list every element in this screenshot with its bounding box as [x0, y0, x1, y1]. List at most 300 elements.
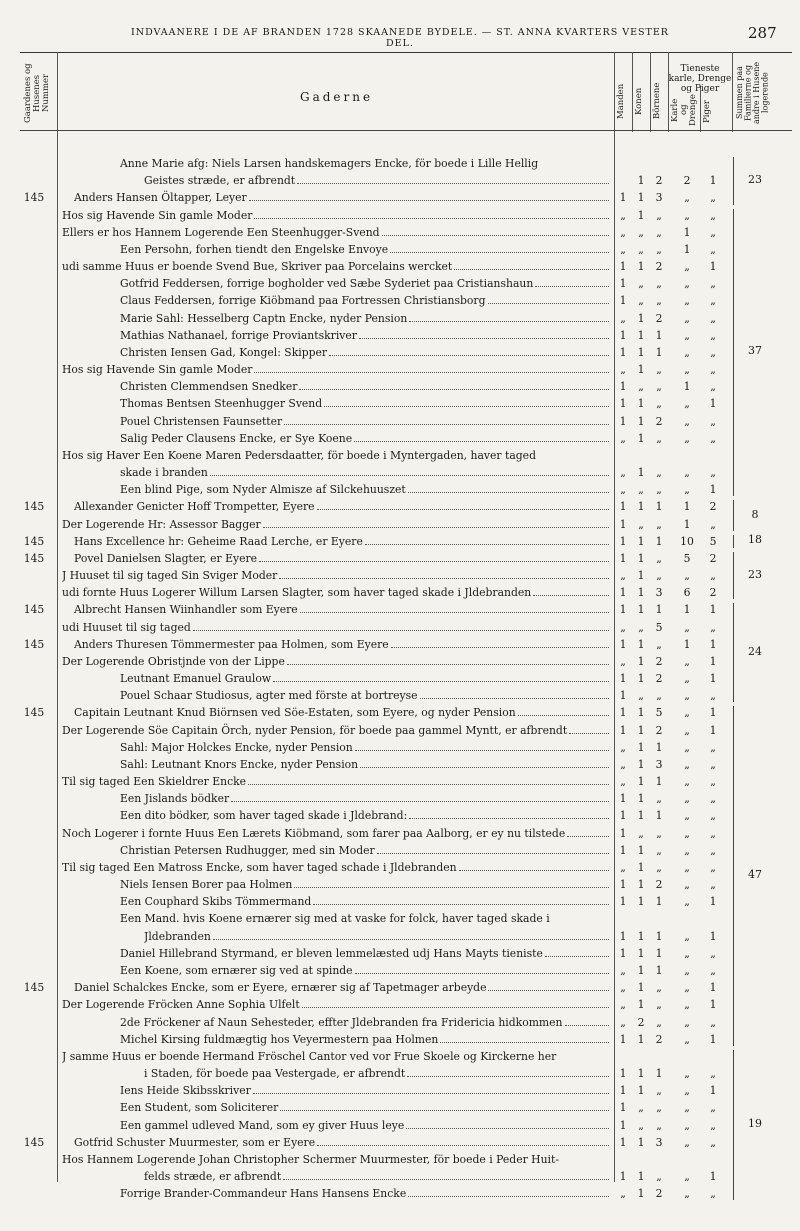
entry-text-line — [120, 1082, 612, 1099]
konen-count: 1 — [637, 1032, 645, 1046]
entry-text-line — [74, 636, 612, 653]
leader-dots — [273, 681, 609, 682]
manden-count: „ — [620, 311, 626, 325]
bornene-count: „ — [656, 277, 662, 291]
entry-text: Een gammel udleved Mand, som ey giver Huus leye — [120, 1118, 405, 1132]
entry-text: Povel Danielsen Slagter, er Eyere — [74, 551, 258, 565]
table-row — [0, 1185, 800, 1202]
konen-count: 1 — [637, 895, 645, 909]
entry-text-line — [62, 773, 612, 790]
entry-text: Sahl: Leutnant Knors Encke, nyder Pension — [120, 757, 359, 771]
entry-text-line — [62, 361, 612, 378]
piger-count: „ — [710, 431, 716, 445]
karle-count: „ — [684, 1101, 690, 1115]
table-row — [0, 996, 800, 1013]
entry-text-line — [120, 430, 612, 447]
manden-count: 1 — [619, 637, 627, 651]
manden-count: 1 — [619, 878, 627, 892]
konen-count: „ — [638, 826, 644, 840]
manden-count: 1 — [619, 1118, 627, 1132]
entry-text: Ellers er hos Hannem Logerende Een Steenhugger-Svend — [62, 225, 380, 239]
house-number: 145 — [23, 551, 45, 565]
table-row — [0, 275, 800, 292]
entry-text-line — [120, 155, 612, 172]
konen-count: 1 — [637, 775, 645, 789]
bornene-count: 2 — [655, 654, 663, 668]
manden-count: 1 — [619, 345, 627, 359]
bornene-count: 2 — [655, 1032, 663, 1046]
karle-count: „ — [684, 1135, 690, 1149]
piger-count: „ — [710, 792, 716, 806]
entry-text: Claus Feddersen, forrige Kiöbmand paa Fortressen Christiansborg — [120, 294, 486, 308]
header-gaderne: Gaderne — [300, 90, 374, 104]
piger-count: 1 — [709, 706, 717, 720]
manden-count: „ — [620, 620, 626, 634]
bornene-count: 3 — [655, 191, 663, 205]
bornene-count: „ — [656, 397, 662, 411]
leader-dots — [263, 527, 609, 528]
table-row — [0, 413, 800, 430]
bornene-count: 2 — [655, 723, 663, 737]
table-row — [0, 962, 800, 979]
entry-text: Marie Sahl: Hesselberg Captn Encke, nyder Pension — [120, 311, 408, 325]
entry-text-line — [120, 464, 612, 481]
manden-count: 1 — [619, 1032, 627, 1046]
konen-count: 1 — [637, 1170, 645, 1184]
piger-count: „ — [710, 1015, 716, 1029]
table-row — [0, 584, 800, 601]
bornene-count: 2 — [655, 878, 663, 892]
bornene-count: „ — [656, 569, 662, 583]
table-row — [0, 241, 800, 258]
table-row — [0, 447, 800, 464]
piger-count: 2 — [709, 500, 717, 514]
konen-count: 1 — [637, 466, 645, 480]
table-row — [0, 704, 800, 721]
bornene-count: „ — [656, 843, 662, 857]
leader-dots — [440, 1042, 609, 1043]
entry-text-line — [62, 1151, 612, 1168]
piger-count: 1 — [709, 929, 717, 943]
table-row — [0, 155, 800, 172]
konen-count: 1 — [637, 860, 645, 874]
konen-count: 1 — [637, 946, 645, 960]
bornene-count: 1 — [655, 740, 663, 754]
leader-dots — [567, 836, 609, 837]
household-sum: 23 — [748, 567, 762, 581]
manden-count: 1 — [619, 792, 627, 806]
piger-count: 1 — [709, 723, 717, 737]
konen-count: 1 — [637, 569, 645, 583]
manden-count: „ — [620, 208, 626, 222]
piger-count: 1 — [709, 1170, 717, 1184]
table-row — [0, 378, 800, 395]
entry-text: Noch Logerer i fornte Huus Een Lærets Kiöbmand, som farer paa Aalborg, er ey nu tilstede — [62, 826, 566, 840]
bornene-count: „ — [656, 637, 662, 651]
bornene-count: „ — [656, 242, 662, 256]
konen-count: „ — [638, 277, 644, 291]
konen-count: 1 — [637, 174, 645, 188]
entry-text: Anders Hansen Öltapper, Leyer — [74, 191, 247, 205]
piger-count: 1 — [709, 672, 717, 686]
piger-count: „ — [710, 569, 716, 583]
piger-count: „ — [710, 208, 716, 222]
table-row — [0, 258, 800, 275]
bornene-count: „ — [656, 689, 662, 703]
konen-count: 1 — [637, 208, 645, 222]
karle-count: „ — [684, 998, 690, 1012]
konen-count: 1 — [637, 963, 645, 977]
bornene-count: „ — [656, 981, 662, 995]
manden-count: 1 — [619, 534, 627, 548]
leader-dots — [360, 767, 609, 768]
table-row — [0, 533, 800, 550]
entry-text: Allexander Genicter Hoff Trompetter, Eyere — [74, 500, 315, 514]
piger-count: 5 — [709, 534, 717, 548]
konen-count: „ — [638, 294, 644, 308]
piger-count: „ — [710, 414, 716, 428]
karle-count: „ — [684, 963, 690, 977]
leader-dots — [390, 252, 609, 253]
table-row — [0, 361, 800, 378]
entry-text-line — [120, 687, 612, 704]
entry-text-line — [120, 344, 612, 361]
konen-count: 1 — [637, 397, 645, 411]
manden-count: „ — [620, 363, 626, 377]
table-row — [0, 481, 800, 498]
entry-text-line — [120, 292, 612, 309]
table-row — [0, 224, 800, 241]
entry-text-line — [74, 1134, 612, 1151]
karle-count: 1 — [683, 242, 691, 256]
manden-count: 1 — [619, 500, 627, 514]
leader-dots — [280, 1110, 609, 1111]
entry-text-line — [74, 601, 612, 618]
entry-text: Albrecht Hansen Wiinhandler som Eyere — [74, 603, 298, 617]
entry-text-line — [120, 893, 612, 910]
manden-count: 1 — [619, 277, 627, 291]
piger-count: „ — [710, 225, 716, 239]
manden-count: „ — [620, 1187, 626, 1201]
konen-count: „ — [638, 380, 644, 394]
leader-dots — [391, 647, 609, 648]
karle-count: „ — [684, 860, 690, 874]
leader-dots — [213, 939, 609, 940]
table-row — [0, 395, 800, 412]
konen-count: 1 — [637, 981, 645, 995]
leader-dots — [302, 1007, 609, 1008]
table-row — [0, 670, 800, 687]
entry-text: Mathias Nathanael, forrige Proviantskriver — [120, 328, 357, 342]
column-rule — [732, 52, 733, 132]
header-manden: Manden — [616, 83, 626, 119]
table-row — [0, 876, 800, 893]
leader-dots — [279, 578, 609, 579]
manden-count: „ — [620, 998, 626, 1012]
entry-text-line — [62, 516, 612, 533]
konen-count: „ — [638, 483, 644, 497]
entry-text-line — [74, 498, 612, 515]
manden-count: 1 — [619, 380, 627, 394]
leader-dots — [210, 475, 609, 476]
entry-text: Geistes stræde, er afbrendt — [144, 174, 296, 188]
table-row — [0, 1117, 800, 1134]
entry-text-line — [144, 1168, 612, 1185]
karle-count: „ — [684, 775, 690, 789]
manden-count: „ — [620, 757, 626, 771]
bornene-count: „ — [656, 860, 662, 874]
entry-text: Forrige Brander-Commandeur Hans Hansens Encke — [120, 1187, 407, 1201]
konen-count: „ — [638, 517, 644, 531]
konen-count: 1 — [637, 792, 645, 806]
table-row — [0, 516, 800, 533]
column-rule — [650, 52, 651, 132]
table-row — [0, 498, 800, 515]
piger-count: 2 — [709, 551, 717, 565]
entry-text: Der Logerende Hr: Assessor Bagger — [62, 517, 261, 531]
bornene-count: „ — [656, 208, 662, 222]
entry-text: udi Huuset til sig taged — [62, 620, 191, 634]
entry-text-line — [62, 207, 612, 224]
karle-count: 1 — [683, 603, 691, 617]
page-number: 287 — [748, 24, 777, 42]
entry-text-line — [144, 1065, 612, 1082]
manden-count: „ — [620, 860, 626, 874]
leader-dots — [329, 355, 609, 356]
entry-text: 2de Fröckener af Naun Sehesteder, effter Jldebranden fra Fridericia hidkommen — [120, 1015, 563, 1029]
entry-text-line — [120, 1031, 612, 1048]
bornene-count: „ — [656, 1118, 662, 1132]
entry-text-line — [144, 928, 612, 945]
bornene-count: 1 — [655, 328, 663, 342]
karle-count: „ — [684, 208, 690, 222]
bornene-count: 2 — [655, 414, 663, 428]
karle-count: „ — [684, 1067, 690, 1080]
table-row — [0, 1031, 800, 1048]
piger-count: „ — [710, 878, 716, 892]
piger-count: 1 — [709, 1084, 717, 1098]
manden-count: „ — [620, 654, 626, 668]
table-row — [0, 567, 800, 584]
manden-count: 1 — [619, 397, 627, 411]
bornene-count: 3 — [655, 586, 663, 600]
table-row — [0, 928, 800, 945]
household-sum: 37 — [748, 344, 762, 358]
karle-count: „ — [684, 345, 690, 359]
entry-text: Pouel Schaar Studiosus, agter med förste at bortreyse — [120, 689, 418, 703]
piger-count: „ — [710, 843, 716, 857]
konen-count: 1 — [637, 878, 645, 892]
table-row — [0, 739, 800, 756]
piger-count: „ — [710, 328, 716, 342]
konen-count: 1 — [637, 191, 645, 205]
leader-dots — [324, 406, 609, 407]
manden-count: 1 — [619, 260, 627, 274]
manden-count: 1 — [619, 1067, 627, 1080]
karle-count: „ — [684, 843, 690, 857]
piger-count: „ — [710, 363, 716, 377]
konen-count: 1 — [637, 328, 645, 342]
entry-text: Daniel Hillebrand Styrmand, er bleven lemmelæsted udj Hans Mayts tieniste — [120, 946, 543, 960]
karle-count: „ — [684, 397, 690, 411]
leader-dots — [287, 664, 609, 665]
piger-count: „ — [710, 826, 716, 840]
top-rule — [20, 52, 792, 53]
karle-count: „ — [684, 191, 690, 205]
karle-count: „ — [684, 689, 690, 703]
table-row — [0, 653, 800, 670]
leader-dots — [408, 492, 609, 493]
leader-dots — [382, 235, 609, 236]
table-row — [0, 344, 800, 361]
table-row — [0, 310, 800, 327]
piger-count: 1 — [709, 998, 717, 1012]
entry-text: Gotfrid Feddersen, forrige bogholder ved Sæbe Syderiet paa Cristianshaun — [120, 277, 534, 291]
entry-text-line — [120, 1099, 612, 1116]
table-row — [0, 910, 800, 927]
entry-text-line — [120, 327, 612, 344]
bornene-count: „ — [656, 1170, 662, 1184]
bornene-count: 2 — [655, 672, 663, 686]
bornene-count: 1 — [655, 603, 663, 617]
table-row — [0, 825, 800, 842]
leader-dots — [569, 733, 609, 734]
entry-text: Een Mand. hvis Koene ernærer sig med at vaske for folck, haver taged skade i — [120, 912, 550, 926]
piger-count: 1 — [709, 1032, 717, 1046]
karle-count: 2 — [683, 174, 691, 188]
entry-text: Daniel Schalckes Encke, som er Eyere, ernærer sig af Tapetmager arbeyde — [74, 981, 487, 995]
bornene-count: 5 — [655, 706, 663, 720]
house-number: 145 — [23, 981, 45, 995]
bornene-count: 3 — [655, 1135, 663, 1149]
piger-count: „ — [710, 242, 716, 256]
entry-text: Der Logerende Söe Capitain Örch, nyder Pension, för boede paa gammel Myntt, er afbrendt — [62, 723, 568, 737]
piger-count: 1 — [709, 397, 717, 411]
karle-count: „ — [684, 311, 690, 325]
entry-text: udi samme Huus er boende Svend Bue, Skriver paa Porcelains wercket — [62, 260, 453, 274]
leader-dots — [377, 853, 609, 854]
piger-count: 1 — [709, 260, 717, 274]
piger-count: „ — [710, 294, 716, 308]
piger-count: 1 — [709, 603, 717, 617]
entry-text: Til sig taged Een Skieldrer Encke — [62, 775, 247, 789]
konen-count: 1 — [637, 586, 645, 600]
entry-text-line — [62, 825, 612, 842]
konen-count: 1 — [637, 363, 645, 377]
table-row — [0, 207, 800, 224]
leader-dots — [231, 801, 609, 802]
konen-count: 1 — [637, 345, 645, 359]
leader-dots — [408, 1196, 609, 1197]
entry-text-line — [120, 739, 612, 756]
entry-text: Hos Hannem Logerende Johan Christopher Schermer Muurmester, för boede i Peder Huit- — [62, 1152, 559, 1166]
karle-count: „ — [684, 277, 690, 291]
leader-dots — [253, 1093, 609, 1094]
entry-text: Een Jislands bödker — [120, 792, 230, 806]
konen-count: 1 — [637, 551, 645, 565]
entry-text-line — [120, 413, 612, 430]
header-bornene: Börnene — [652, 82, 662, 120]
karle-count: „ — [684, 294, 690, 308]
karle-count: 1 — [683, 500, 691, 514]
karle-count: „ — [684, 757, 690, 771]
bornene-count: 5 — [655, 620, 663, 634]
leader-dots — [488, 303, 609, 304]
entry-text-line — [120, 1185, 612, 1202]
karle-count: „ — [684, 723, 690, 737]
karle-count: „ — [684, 363, 690, 377]
konen-count: 1 — [637, 534, 645, 548]
leader-dots — [284, 424, 609, 425]
leader-dots — [409, 818, 609, 819]
entry-text-line — [120, 790, 612, 807]
piger-count: „ — [710, 466, 716, 480]
entry-text-line — [62, 447, 612, 464]
manden-count: 1 — [619, 1084, 627, 1098]
piger-count: „ — [710, 1135, 716, 1149]
bornene-count: 1 — [655, 946, 663, 960]
konen-count: 1 — [637, 654, 645, 668]
konen-count: „ — [638, 1118, 644, 1132]
bornene-count: 1 — [655, 500, 663, 514]
piger-count: „ — [710, 963, 716, 977]
entry-text: Hos sig Haver Een Koene Maren Pedersdaatter, för boede i Myntergaden, haver taged — [62, 448, 536, 462]
entry-text-line — [74, 979, 612, 996]
entry-text: Jldebranden — [144, 929, 211, 943]
entry-text-line — [120, 241, 612, 258]
piger-count: „ — [710, 1118, 716, 1132]
bornene-count: „ — [656, 998, 662, 1012]
karle-count: 1 — [683, 637, 691, 651]
leader-dots — [297, 183, 609, 184]
entry-text-line — [62, 224, 612, 241]
konen-count: 1 — [637, 672, 645, 686]
entry-text: Capitain Leutnant Knud Biörnsen ved Söe-Estaten, som Eyere, og nyder Pension — [74, 706, 516, 720]
piger-count: „ — [710, 191, 716, 205]
piger-count: „ — [710, 775, 716, 789]
entry-text-line — [120, 395, 612, 412]
konen-count: 1 — [637, 603, 645, 617]
manden-count: 1 — [619, 1135, 627, 1149]
leader-dots — [518, 715, 609, 716]
karle-count: „ — [684, 792, 690, 806]
piger-count: „ — [710, 345, 716, 359]
piger-count: 1 — [709, 637, 717, 651]
table-row — [0, 1134, 800, 1151]
manden-count: 1 — [619, 603, 627, 617]
leader-dots — [317, 509, 609, 510]
table-row — [0, 464, 800, 481]
house-number: 145 — [23, 706, 45, 720]
bornene-count: 1 — [655, 775, 663, 789]
household-sum: 19 — [748, 1117, 762, 1131]
piger-count: „ — [710, 757, 716, 771]
bornene-count: „ — [656, 1015, 662, 1029]
konen-count: „ — [638, 1101, 644, 1115]
leader-dots — [254, 372, 609, 373]
manden-count: 1 — [619, 826, 627, 840]
karle-count: „ — [684, 1118, 690, 1132]
table-row — [0, 807, 800, 824]
table-row — [0, 1014, 800, 1031]
entry-text-line — [120, 945, 612, 962]
entry-text-line — [120, 310, 612, 327]
entry-text-line — [120, 670, 612, 687]
table-row — [0, 1048, 800, 1065]
manden-count: „ — [620, 483, 626, 497]
karle-count: „ — [684, 672, 690, 686]
household-sum: 8 — [751, 507, 759, 521]
